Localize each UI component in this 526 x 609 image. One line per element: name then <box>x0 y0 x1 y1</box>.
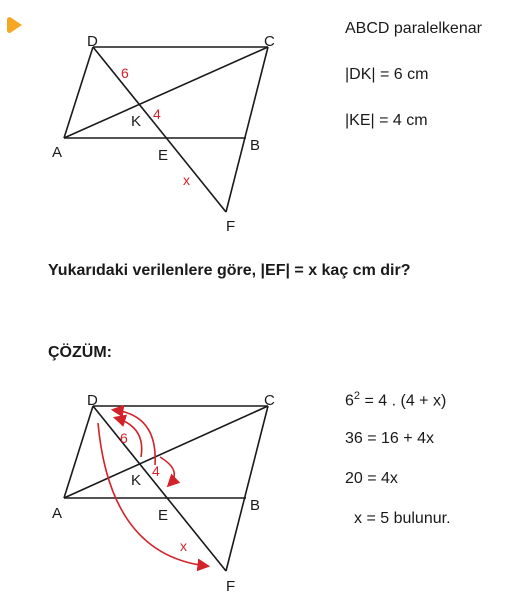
segment-cf <box>226 47 268 212</box>
solution-title: ÇÖZÜM: <box>48 344 112 361</box>
label-ef-length: x <box>183 172 190 188</box>
figure-top <box>0 0 340 250</box>
label-point-a: A <box>52 144 63 161</box>
label-point-f: F <box>226 218 236 235</box>
label-point-a: A <box>52 505 63 522</box>
question-text: Yukarıdaki verilenlere göre, |EF| = x kaç cm dir? <box>48 262 411 279</box>
step1-rest: = 4 . (4 + x) <box>360 392 447 410</box>
segment-df <box>93 47 226 212</box>
label-point-e: E <box>158 147 169 164</box>
label-point-d: D <box>87 33 98 50</box>
label-ef-length: x <box>180 538 187 554</box>
solution-step-1 <box>345 390 446 410</box>
solution-step-2: 36 = 16 + 4x <box>345 430 434 447</box>
label-point-d: D <box>87 392 98 409</box>
segment-da <box>64 47 93 138</box>
solution-step-4: x = 5 bulunur. <box>354 510 451 527</box>
label-point-b: B <box>250 497 261 514</box>
label-point-k: K <box>131 472 142 489</box>
segment-ac <box>64 47 268 138</box>
step1-exponent: 2 <box>353 390 361 402</box>
arc-df <box>98 423 207 566</box>
label-point-b: B <box>250 137 261 154</box>
step1-base: 6 <box>345 392 354 410</box>
solution-step-3: 20 = 4x <box>345 470 398 487</box>
segment-da <box>64 406 93 498</box>
label-point-k: K <box>131 113 142 130</box>
label-point-c: C <box>264 392 275 409</box>
given-title: ABCD paralelkenar <box>345 20 482 37</box>
segment-cf <box>226 406 268 571</box>
given-dk: |DK| = 6 cm <box>345 66 429 83</box>
segment-ac <box>64 406 268 498</box>
given-ke: |KE| = 4 cm <box>345 112 428 129</box>
figure-solution <box>0 385 340 609</box>
label-point-c: C <box>264 33 275 50</box>
label-point-f: F <box>226 578 236 595</box>
arc-ke <box>160 457 174 485</box>
label-dk-length: 6 <box>121 65 129 81</box>
label-ke-length: 4 <box>152 463 160 479</box>
label-dk-length: 6 <box>120 430 128 446</box>
label-point-e: E <box>158 507 169 524</box>
segment-df <box>93 406 226 571</box>
label-ke-length: 4 <box>153 106 161 122</box>
